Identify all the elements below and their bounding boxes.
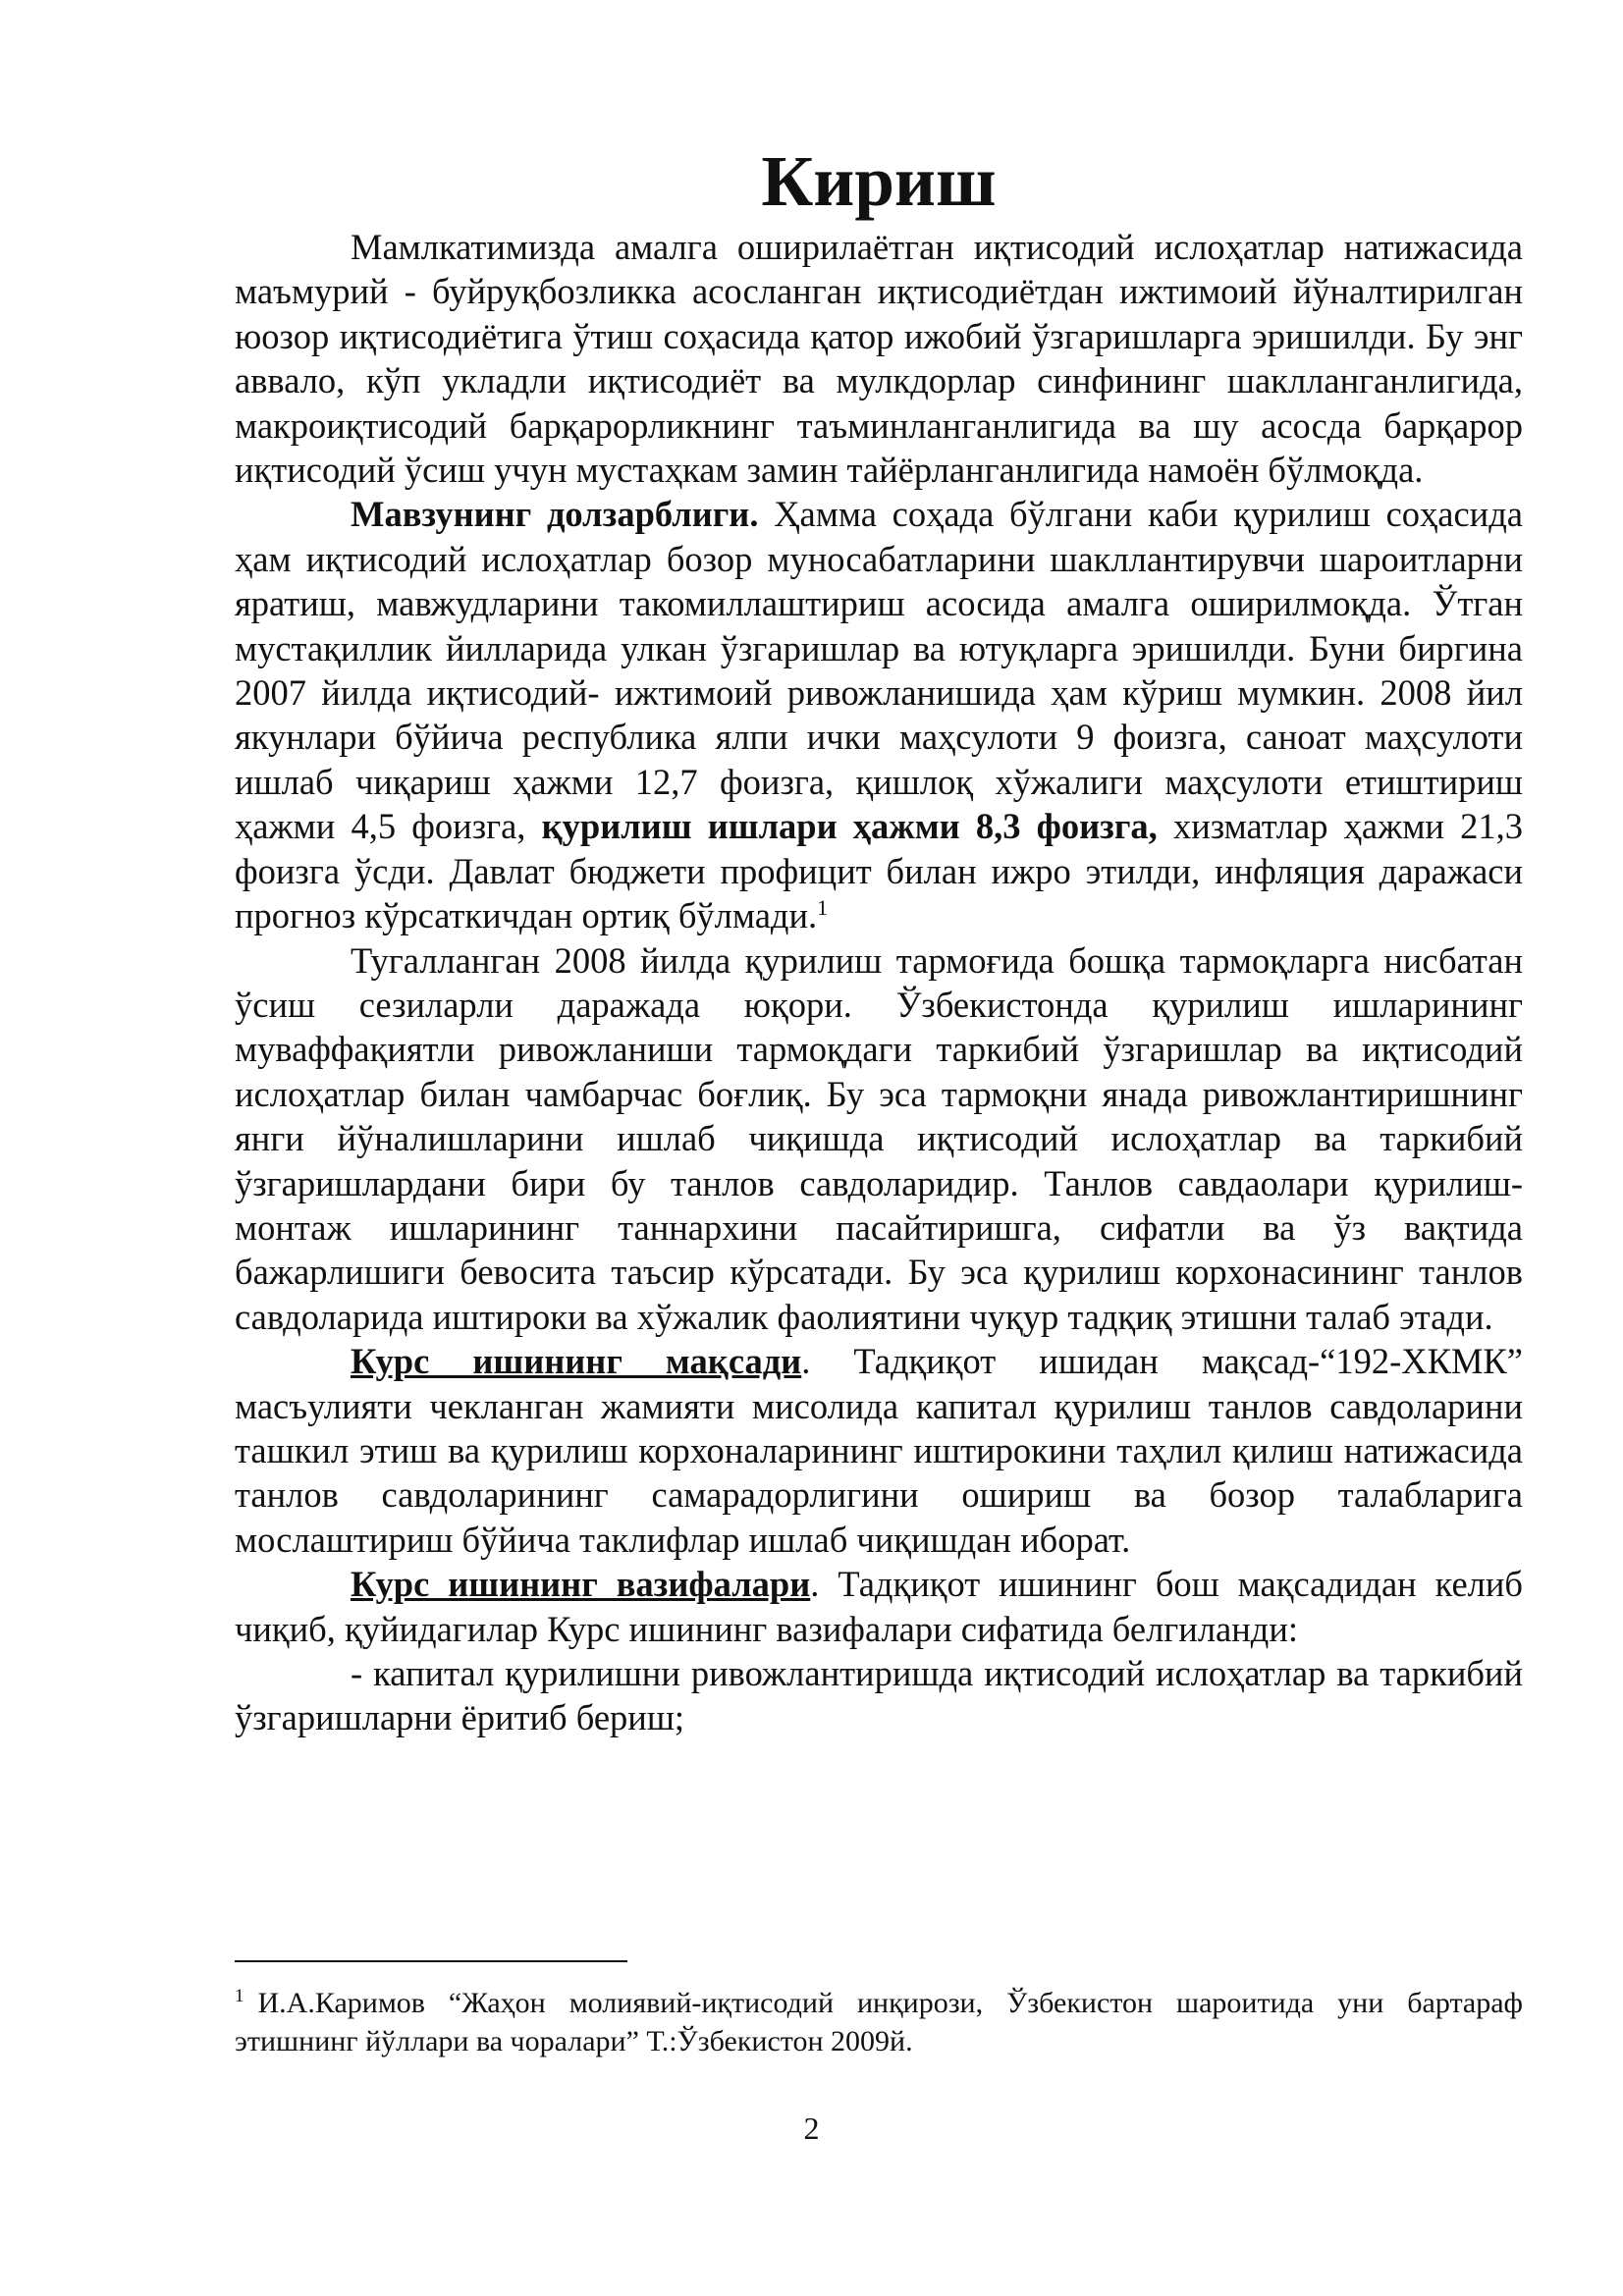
task-list-item: - капитал қурилишни ривожлантиришда иқтисодий ислоҳатлар ва таркибий ўзгаришларни ёритиб бериш; bbox=[235, 1653, 1523, 1738]
growth-paragraph: Тугалланган 2008 йилда қурилиш тармоғида бошқа тармоқларга нисбатан ўсиш сезиларли даражада юқори. Ўзбекистонда қурилиш ишларининг муваффақиятли ривожланиши тармоқдаги таркибий ўзгаришлар ва иқтисодий ислоҳатлар билан чамбарчас боғлиқ. Бу эса тармоқни янада ривожлантиришнинг янги йўналишларини ишлаб чиқишда иқтисодий ислоҳатлар ва таркибий ўзгаришлардани бири бу танлов савдоларидир. Танлов савдаолари қурилиш-монтаж ишларининг таннархини пасайтиришга, сифатли ва ўз вақтида бажарлишиги бевосита таъсир кўрсатади. Бу эса қурилиш корхонасининг танлов савдоларида иштироки ва хўжалик фаолиятини чуқур тадқиқ этишни талаб этади. bbox=[235, 939, 1523, 1337]
page-number: 2 bbox=[803, 2110, 820, 2146]
tasks-paragraph bbox=[235, 1562, 1523, 1651]
relevance-bold-text: қурилиш ишлари ҳажми 8,3 фоизга, bbox=[541, 806, 1158, 847]
relevance-paragraph bbox=[235, 492, 1523, 937]
goal-heading: Курс ишининг мақсади bbox=[351, 1341, 802, 1382]
tasks-heading: Курс ишининг вазифалари bbox=[351, 1564, 811, 1605]
footnote bbox=[235, 1984, 1523, 2060]
footnote-divider bbox=[235, 1960, 627, 1962]
tasks-text: . Тадқиқот ишининг бош мақсадидан келиб чиқиб, қуйидагилар Курс ишининг вазифалари сифатида белгиланди: bbox=[235, 1564, 1523, 1649]
page-title: Кириш bbox=[761, 141, 997, 221]
goal-text: . Тадқиқот ишидан мақсад-“192-ХКМК” масъулияти чекланган жамияти мисолида капитал қурилиш танлов савдоларини ташкил этиш ва қурилиш корхоналарининг иштирокини таҳлил қилиш натижасида танлов савдоларининг самарадорлигини ошириш ва бозор талабларига мослаштириш бўйича таклифлар ишлаб чиқишдан иборат. bbox=[235, 1341, 1523, 1560]
intro-paragraph: Мамлкатимизда амалга оширилаётган иқтисодий ислоҳатлар натижасида маъмурий - буйруқбозликка асосланган иқтисодиётдан ижтимоий йўналтирилган юозор иқтисодиётига ўтиш соҳасида қатор ижобий ўзгаришларга эришилди. Бу энг аввало, кўп укладли иқтисодиёт ва мулкдорлар синфининг шаклланганлигида, макроиқтисодий барқарорликнинг таъминланганлигида ва шу асосда барқарор иқтисодий ўсиш учун мустаҳкам замин тайёрланганлигида намоён бўлмоқда. bbox=[235, 227, 1523, 491]
footnote-text: И.А.Каримов “Жаҳон молиявий-иқтисодий инқирози, Ўзбекистон шароитида уни бартараф этишнинг йўллари ва чоралари” Т.:Ўзбекистон 2009й. bbox=[235, 1987, 1523, 2057]
relevance-heading: Мавзунинг долзарблиги. bbox=[351, 494, 759, 535]
page-body bbox=[235, 141, 1523, 1740]
relevance-text-part-2: хизматлар ҳажми 21,3 фоизга ўсди. Давлат бюджети профицит билан ижро этилди, инфляция даражаси прогноз кўрсаткичдан ортиқ бўлмади. bbox=[235, 806, 1523, 936]
relevance-text-part-1: Ҳамма соҳада бўлгани каби қурилиш соҳасида ҳам иқтисодий ислоҳатлар бозор муносабатларини шакллантирувчи шароитларни яратиш, мавжудларини такомиллаштириш асосида амалга оширилмоқда. Ўтган мустақиллик йилларида улкан ўзгаришлар ва ютуқларга эришилди. Буни биргина 2007 йилда иқтисодий- ижтимоий ривожланишида ҳам кўриш мумкин. 2008 йил якунлари бўйича республика ялпи ички маҳсулоти 9 фоизга, саноат маҳсулоти ишлаб чиқариш ҳажми 12,7 фоизга, қишлоқ хўжалиги маҳсулоти етиштириш ҳажми 4,5 фоизга, bbox=[235, 494, 1523, 847]
goal-paragraph bbox=[235, 1339, 1523, 1562]
footnote-reference: 1 bbox=[817, 894, 829, 920]
footnote-mark: 1 bbox=[235, 1986, 244, 2006]
